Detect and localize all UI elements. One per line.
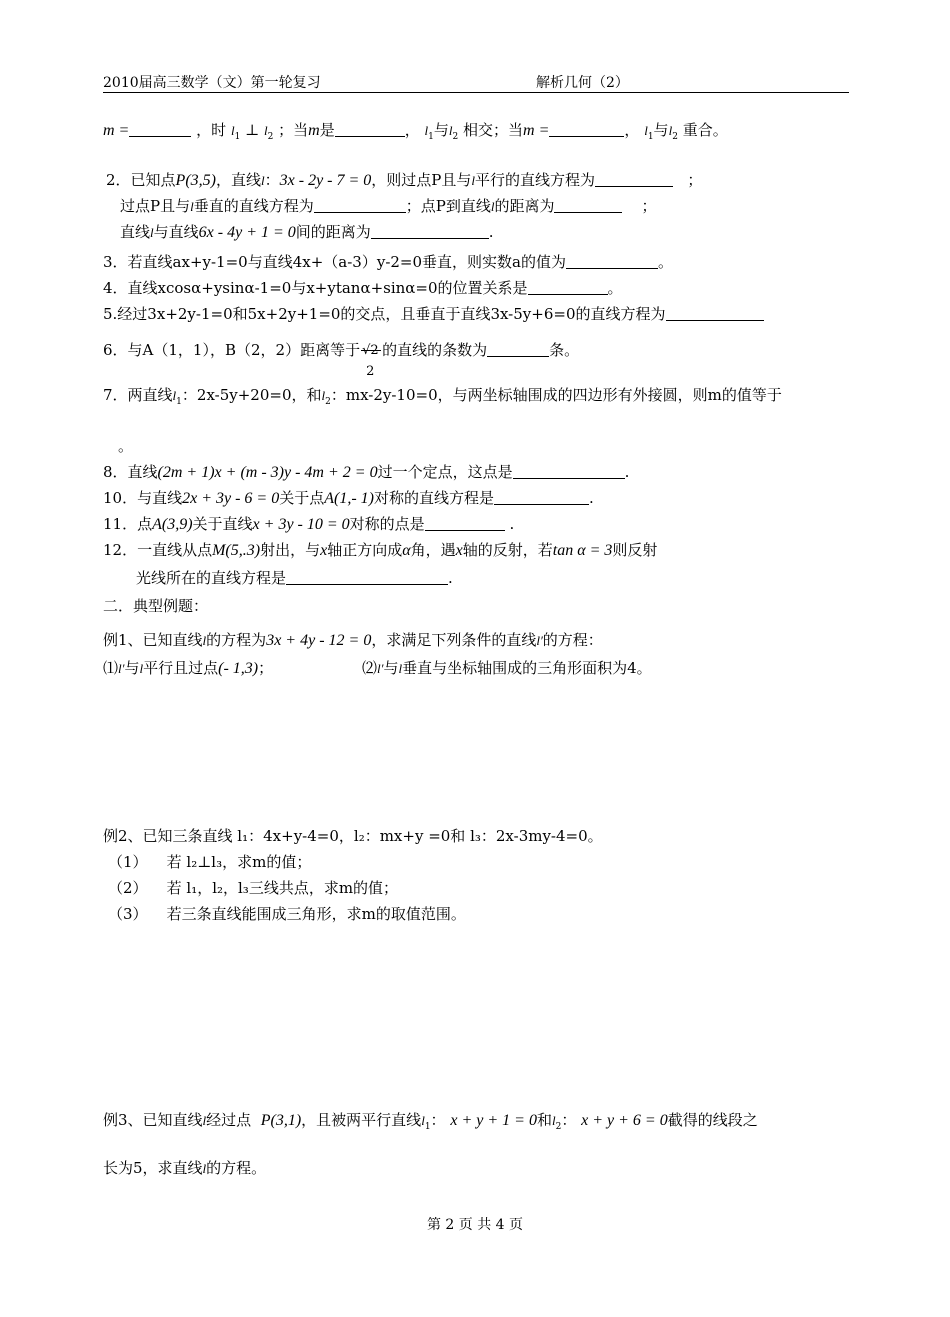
answer-blank [129,122,191,137]
question-4: 4．直线xcosα+ysinα-1=0与x+ytanα+sinα=0的位置关系是 。 [103,279,623,297]
answer-blank [487,342,549,357]
question-12-line2: 光线所在的直线方程是 . [136,569,453,587]
question-5: 5.经过3x+2y-1=0和5x+2y+1=0的交点，且垂直于直线3x-5y+6=0的直线方程为 [103,304,764,324]
fraction-sqrt2-over-2: √2 2 [360,331,382,371]
question-2-line3: 直线l与直线6x - 4y + 1 = 0间的距离为 . [120,223,494,241]
question-2-line2: 过点P且与l垂直的直线方程为 ；点P到直线l的距离为 ； [120,197,657,215]
page-header [103,70,849,93]
answer-blank [666,306,764,321]
question-7-end: 。 [118,437,134,455]
question-12-line1: 12．一直线从点M(5,.3)射出，与x轴正方向成α角，遇x轴的反射，若tan α = 3则反射 [103,541,658,559]
question-3: 3．若直线ax+y-1=0与直线4x+（a-3）y-2=0垂直，则实数a的值为 。 [103,253,673,271]
example-2-item-1: （1） 若 l₂⊥l₃，求m的值； [108,853,312,871]
example-3-line2: 长为5，求直线l的方程。 [103,1159,267,1177]
answer-blank [314,198,406,213]
answer-blank [595,172,673,187]
example-1: 例1、已知直线l的方程为3x + 4y - 12 = 0，求满足下列条件的直线l′的方程： [103,631,603,649]
example-1-part-2: ⑵l′与l垂直与坐标轴围成的三角形面积为4。 [362,659,652,677]
question-10: 10．与直线2x + 3y - 6 = 0关于点A(1,- 1)对称的直线方程是 . [103,489,594,507]
header-left: 2010届高三数学（文）第一轮复习 [103,75,321,91]
example-2-item-3: （3） 若三条直线能围成三角形，求m的取值范围。 [108,905,466,923]
answer-blank [494,490,589,505]
question-2-line1: 2．已知点P(3,5)，直线l：3x - 2y - 7 = 0，则过点P且与l平行的直线方程为 ； [106,171,703,189]
answer-blank [528,280,608,295]
answer-blank [425,516,505,531]
example-1-part-1: ⑴l′与l平行且过点(- 1,3)； [103,659,274,677]
answer-blank [549,122,624,137]
section-2-title: 二．典型例题： [103,597,209,615]
example-2: 例2、已知三条直线 l₁：4x+y-4=0，l₂：mx+y =0和 l₃：2x-3my-4=0。 [103,827,603,845]
example-3-line1: 例3、已知直线l经过点 P(3,1)，且被两平行直线$l_1$： x + y + 1 = 0和$l_2$： x + y + 6 = 0截得的线段之 [103,1111,758,1132]
q1-continued: m = ，时 $l_1$ ⊥ $l_2$ ；当m是 ， $l_1$与$l_2$ 相交；当m = ， $l_1$与$l_2$ 重合。 [103,121,728,142]
answer-blank [335,122,405,137]
question-8: 8．直线(2m + 1)x + (m - 3)y - 4m + 2 = 0过一个定点，这点是 . [103,463,630,481]
answer-blank [371,224,489,239]
page-footer: 第 2 页 共 4 页 [426,1217,524,1233]
example-2-item-2: （2） 若 l₁，l₂，l₃三线共点，求m的值； [108,879,399,897]
question-7: 7．两直线$l_1$：2x-5y+20=0，和$l_2$：mx-2y-10=0，与两坐标轴围成的四边形有外接圆，则m的值等于 [103,386,782,407]
question-6: 6．与A（1，1），B（2，2）距离等于 √2 2 的直线的条数为 条。 [103,330,579,371]
answer-blank [513,464,625,479]
answer-blank [286,570,448,585]
answer-blank [554,198,622,213]
question-11: 11．点A(3,9)关于直线x + 3y - 10 = 0对称的点是 . [103,515,515,533]
answer-blank [566,254,658,269]
header-right: 解析几何（2） [536,75,629,91]
